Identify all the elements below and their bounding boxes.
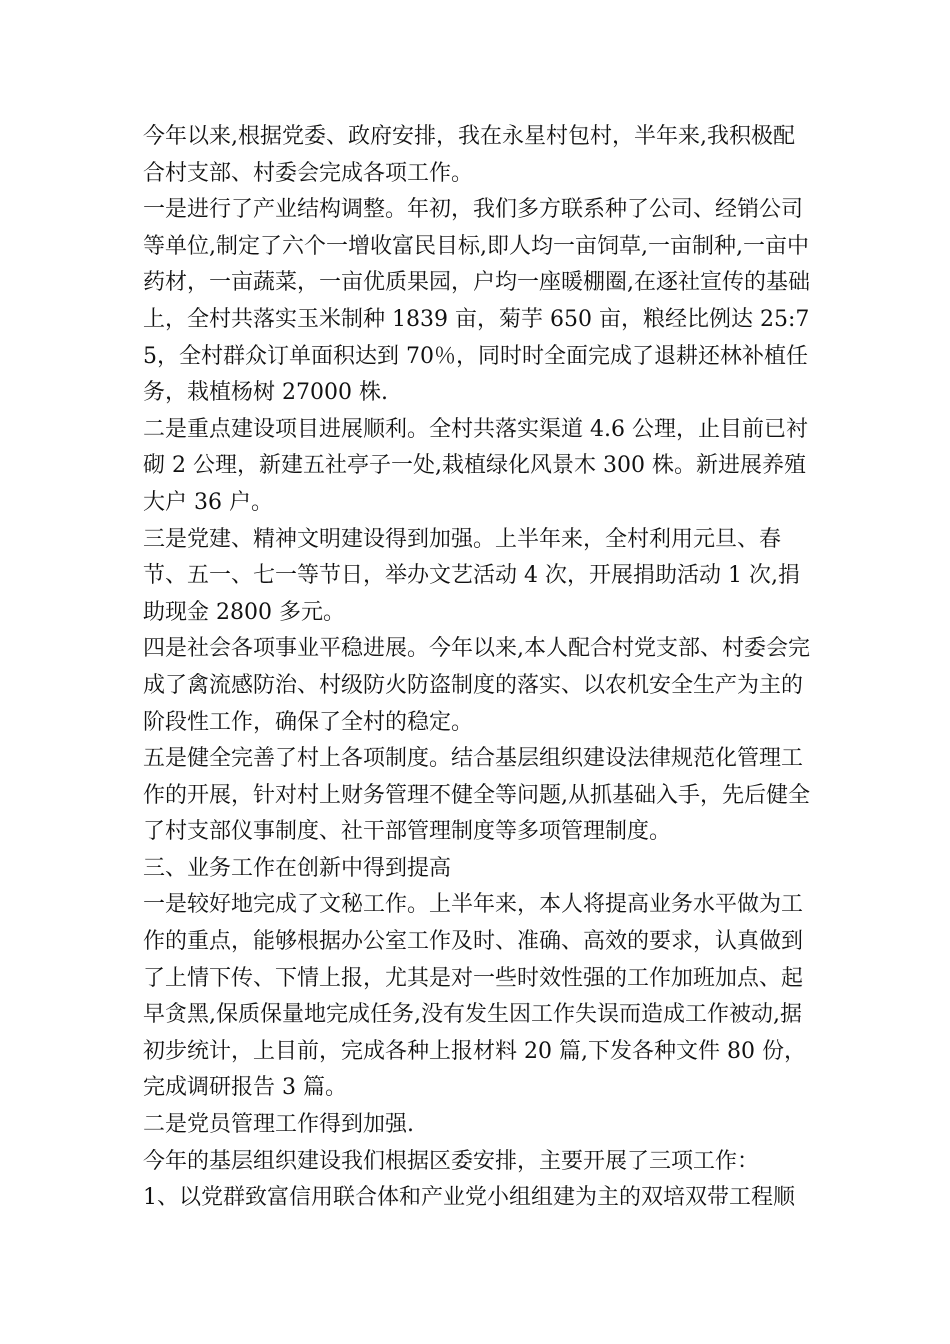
paragraph-key-projects: 二是重点建设项目进展顺利。全村共落实渠道 4.6 公理，止目前已衬砌 2 公理，新建五社亭子一处,栽植绿化风景木 300 株。新进展养殖大户 36 户。 [143, 416, 808, 515]
paragraph-industry-restructuring: 一是进行了产业结构调整。年初，我们多方联系种了公司、经销公司等单位,制定了六个一增收富民目标,即人均一亩饲草,一亩制种,一亩中药材，一亩蔬菜，一亩优质果园，户均一座暖棚圈,在逐社宣传的基础上，全村共落实玉米制种 1839 亩，菊芋 650 亩，粮经比例达 25:75，全村群众订单面积达到 70％，同时时全面完成了退耕还林补植任务，栽植杨树 27000 株. [143, 197, 810, 406]
paragraph-work-overview: 今年以来,根据党委、政府安排，我在永星村包村，半年来,我积极配合村支部、村委会完成各项工作。 [143, 124, 795, 186]
paragraph-secretarial-work: 一是较好地完成了文秘工作。上半年来，本人将提高业务水平做为工作的重点，能够根据办公室工作及时、准确、高效的要求，认真做到了上情下传、下情上报，尤其是对一些时效性强的工作加班加点、起早贪黑,保质保量地完成任务,没有发生因工作失误而造成工作被动,据初步统计，上目前，完成各种上报材料 20 篇,下发各种文件 80 份，完成调研报告 3 篇。 [143, 892, 806, 1101]
paragraph-village-systems: 五是健全完善了村上各项制度。结合基层组织建设法律规范化管理工作的开展，针对村上财务管理不健全等问题,从抓基础入手，先后健全了村支部仪事制度、社干部管理制度等多项管理制度。 [143, 746, 810, 845]
paragraph-party-member-management: 二是党员管理工作得到加强. [143, 1112, 414, 1138]
paragraph-grassroots-organization: 今年的基层组织建设我们根据区委安排，主要开展了三项工作： [143, 1148, 760, 1174]
document-body [143, 119, 810, 1217]
paragraph-party-building: 三是党建、精神文明建设得到加强。上半年来，全村利用元旦、春节、五一、七一等节日，举办文艺活动 4 次，开展捐助活动 1 次,捐助现金 2800 多元。 [143, 526, 800, 625]
paragraph-social-affairs: 四是社会各项事业平稳进展。今年以来,本人配合村党支部、村委会完成了禽流感防治、村级防火防盗制度的落实、以农机安全生产为主的阶段性工作，确保了全村的稳定。 [143, 636, 810, 735]
section-heading-business-work: 三、业务工作在创新中得到提高 [143, 855, 452, 881]
paragraph-list-item-1: 1、以党群致富信用联合体和产业党小组组建为主的双培双带工程顺 [143, 1185, 795, 1211]
